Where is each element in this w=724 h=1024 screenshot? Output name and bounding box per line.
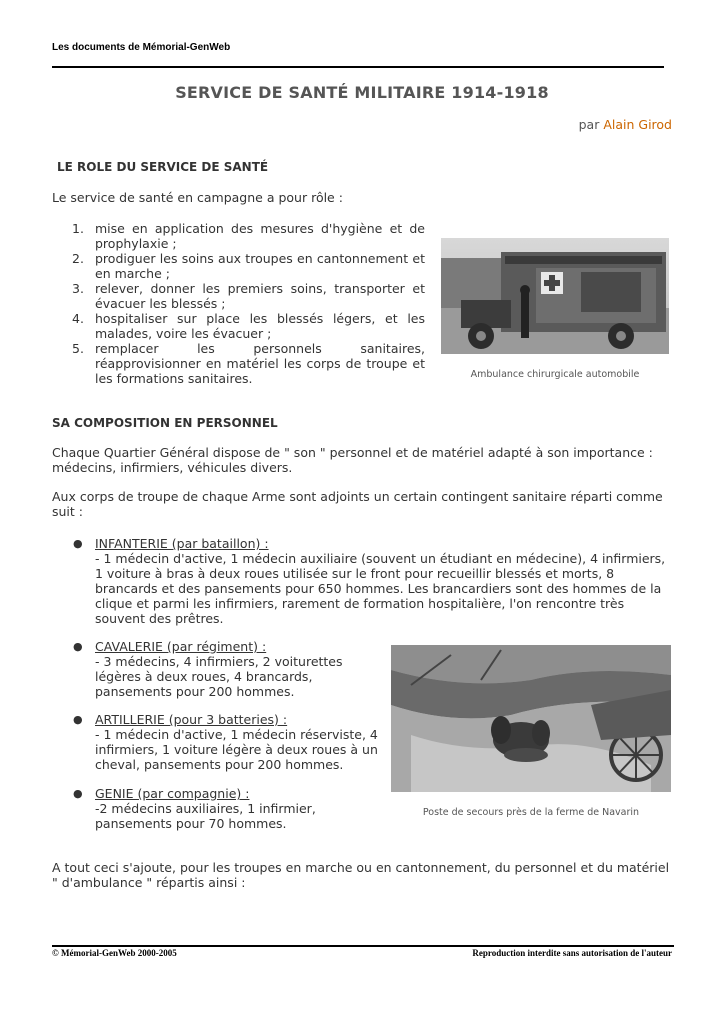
- byline-prefix: par: [578, 117, 600, 132]
- role-intro: Le service de santé en campagne a pour rôle :: [52, 190, 343, 205]
- list-item: 1. mise en application des mesures d'hygiène et de prophylaxie ;: [72, 221, 425, 251]
- author-link[interactable]: Alain Girod: [603, 117, 672, 132]
- unit-detail: -2 médecins auxiliaires, 1 infirmier, pansements pour 70 hommes.: [95, 801, 316, 831]
- footer-copyright: © Mémorial-GenWeb 2000-2005: [52, 948, 177, 958]
- unit-name: ARTILLERIE (pour 3 batteries) :: [95, 712, 288, 727]
- first-aid-post-photo: [391, 645, 671, 792]
- list-item: 3. relever, donner les premiers soins, transporter et évacuer les blessés ;: [72, 281, 425, 311]
- list-item: 4. hospitaliser sur place les blessés légers, et les malades, voire les évacuer ;: [72, 311, 425, 341]
- footer-divider: [52, 945, 674, 947]
- composition-para-2: Aux corps de troupe de chaque Arme sont adjoints un certain contingent sanitaire réparti comme suit :: [52, 489, 663, 519]
- unit-detail: - 1 médecin d'active, 1 médecin auxiliaire (souvent un étudiant en médecine), 4 infirmiers, 1 voiture à bras à deux roues utilisée sur le front pour recueillir blessés et morts, 8 brancards et des pansements pour 650 hommes. Les brancardiers sont des hommes de la clique et parmi les infirmiers, rarement de formation hospitalière, l'on rencontre très souvent des prêtres.: [95, 551, 666, 626]
- byline: [579, 117, 672, 132]
- composition-heading: SA COMPOSITION EN PERSONNEL: [52, 416, 278, 430]
- unit-detail: - 1 médecin d'active, 1 médecin réserviste, 4 infirmiers, 1 voiture légère à deux roues à un cheval, pansements pour 200 hommes.: [95, 727, 378, 772]
- site-header: Les documents de Mémorial-GenWeb: [52, 42, 231, 53]
- duty-list: [72, 221, 425, 386]
- header-divider: [52, 66, 664, 68]
- unit-detail: - 3 médecins, 4 infirmiers, 2 voiturettes légères à deux roues, 4 brancards, pansements pour 200 hommes.: [95, 654, 343, 699]
- unit-name: GENIE (par compagnie) :: [95, 786, 250, 801]
- list-item: 5. remplacer les personnels sanitaires, réapprovisionner en matériel les corps de troupe et les formations sanitaires.: [72, 341, 425, 386]
- unit-cavalerie: ● CAVALERIE (par régiment) : - 3 médecins, 4 infirmiers, 2 voiturettes légères à deux roues, 4 brancards, pansements pour 200 hommes.: [95, 639, 379, 699]
- unit-name: INFANTERIE (par bataillon) :: [95, 536, 269, 551]
- first-aid-post-caption: Poste de secours près de la ferme de Navarin: [422, 807, 640, 818]
- list-item: 2. prodiguer les soins aux troupes en cantonnement et en marche ;: [72, 251, 425, 281]
- composition-para-1: Chaque Quartier Général dispose de " son " personnel et de matériel adapté à son importance : médecins, infirmiers, véhicules divers.: [52, 445, 653, 475]
- closing-paragraph: A tout ceci s'ajoute, pour les troupes en marche ou en cantonnement, du personnel et du matériel " d'ambulance " répartis ainsi :: [52, 860, 670, 890]
- unit-name: CAVALERIE (par régiment) :: [95, 639, 267, 654]
- unit-infanterie: ● INFANTERIE (par bataillon) : - 1 médecin d'active, 1 médecin auxiliaire (souvent un étudiant en médecine), 4 infirmiers, 1 voiture à bras à deux roues utilisée sur le front pour recueillir blessés et morts, 8 brancards et des pansements pour 650 hommes. Les brancardiers sont des hommes de la clique et parmi les infirmiers, rarement de formation hospitalière, l'on rencontre très souvent des prêtres.: [95, 536, 671, 626]
- ambulance-photo: [441, 238, 669, 354]
- footer-notice: Reproduction interdite sans autorisation de l'auteur: [472, 948, 672, 958]
- unit-genie: ● GENIE (par compagnie) : -2 médecins auxiliaires, 1 infirmier, pansements pour 70 hommes.: [95, 786, 379, 831]
- unit-artillerie: ● ARTILLERIE (pour 3 batteries) : - 1 médecin d'active, 1 médecin réserviste, 4 infirmiers, 1 voiture légère à deux roues à un cheval, pansements pour 200 hommes.: [73, 712, 378, 772]
- ambulance-caption: Ambulance chirurgicale automobile: [470, 369, 640, 380]
- role-heading: LE ROLE DU SERVICE DE SANTÉ: [57, 160, 269, 174]
- page-title: SERVICE DE SANTÉ MILITAIRE 1914-1918: [175, 83, 549, 102]
